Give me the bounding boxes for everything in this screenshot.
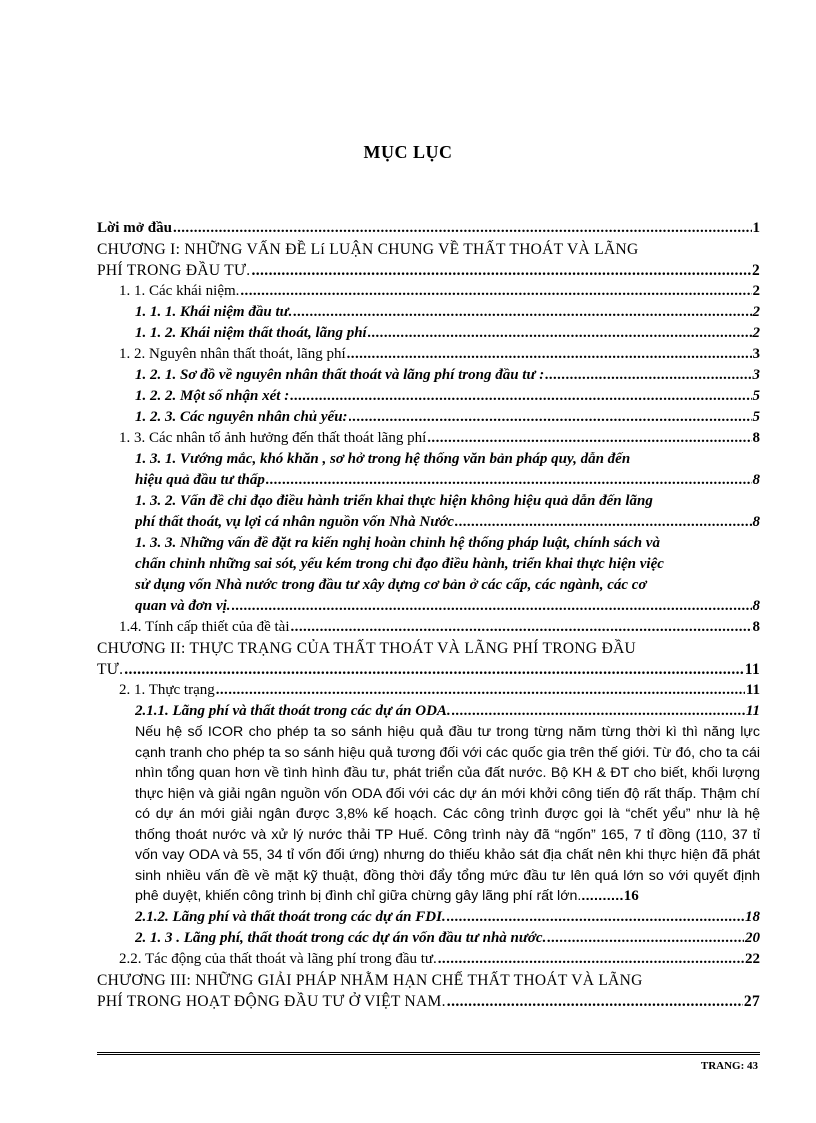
toc-entry-1-3-3[interactable] [97,533,760,617]
toc-page-number: 8 [752,619,760,635]
toc-entry-text: 1. 2. 2. Một số nhận xét : [135,388,290,404]
toc-entry-text: 1. 3. 2. Vấn đề chỉ đạo điều hành triển khai thực hiện không hiệu quả dẫn đến lãng [135,493,653,509]
toc-page-number: 18 [745,908,760,925]
toc-entry-text: 2.1.1. Lãng phí và thất thoát trong các dự án ODA. [135,703,451,719]
toc-entry-text: TƯ. [97,661,124,678]
toc-page-number: 8 [752,472,760,488]
toc-paragraph-oda[interactable]: Nếu hệ số ICOR cho phép ta so sánh hiệu quả đầu tư trong từng năm từng thời kì thì năng lực cạnh tranh cho phép ta so sánh hiệu quả tương đối với các quốc gia trên thế giới. Từ đó, cho ta cái nhìn tổng quan hơn về tình hình đầu tư, phát triển của đất nước. Bộ KH & ĐT cho biết, khối lượng thực hiện và giải ngân nguồn vốn ODA đối với các dự án mới khởi công tiến độ rất thấp. Thậm chí có dự án mới giải ngân được 3,8% kế hoạch. Các công trình được gọi là “chết yểu” như là hệ thống thoát nước và xử lý nước thải TP Huế. Công trình này đã “ngốn” 165, 7 tỉ đồng (110, 37 tỉ vốn vay ODA và 55, 34 tỉ vốn đối ứng) nhưng do thiếu khảo sát địa chất nên khi thực hiện đã phát sinh nhiều vấn đề về mặt kỹ thuật, đồng thời đẩy tổng mức đầu tư lên quá lớn so với quyết định phê duyệt, khiến công trình bị đình chỉ giữa chừng gây lãng phí rất lớn...........16 [135,724,760,904]
toc-entry-text: quan và đơn vị. [135,598,231,614]
toc-page-number: 1 [752,220,760,236]
toc-entry-text: 1.4. Tính cấp thiết của đề tài [119,619,290,635]
toc-entry-text: hiệu quả đầu tư thấp [135,472,265,488]
toc-entry-chapter-3[interactable] [97,970,760,1012]
toc-entry-2-2[interactable] [97,949,760,970]
toc-entry-text: 2.1.2. Lãng phí và thất thoát trong các dự án FDI. [135,908,446,925]
toc-entry-text: phí thất thoát, vụ lợi cá nhân nguồn vốn Nhà Nước [135,514,454,530]
toc-entry-text: 1. 2. 3. Các nguyên nhân chủ yếu: [135,409,348,425]
toc-entry-1-2-3[interactable] [97,407,760,428]
toc-entry-1-1[interactable] [97,281,760,302]
table-of-contents [97,218,760,1012]
toc-page-number: 16 [623,888,639,904]
toc-page-number: 8 [752,598,760,614]
toc-entry-text: 2.2. Tác động của thất thoát và lãng phí trong đầu tư. [119,950,437,967]
toc-entry-2-1-1[interactable] [97,701,760,722]
toc-entry-chapter-2[interactable] [97,638,760,680]
toc-entry-text: 1. 3. 1. Vướng mắc, khó khăn , sơ hở trong hệ thống văn bản pháp quy, dẫn đến [135,451,631,467]
toc-entry-text: Lời mở đầu [97,220,172,236]
toc-entry-text: 1. 2. Nguyên nhân thất thoát, lãng phí [119,346,346,362]
toc-entry-text: CHƯƠNG II: THỰC TRẠNG CỦA THẤT THOÁT VÀ LÃNG PHÍ TRONG ĐẦU [97,640,637,657]
toc-page-number: 5 [752,388,760,404]
toc-page-number: 27 [743,992,760,1010]
toc-page-number: 20 [745,929,760,946]
footer-divider [97,1052,760,1055]
toc-entry-1-3[interactable] [97,428,760,449]
toc-page-number: 11 [745,703,760,719]
toc-entry-text: 1. 2. 1. Sơ đồ về nguyên nhân thất thoát và lãng phí trong đầu tư : [135,367,545,383]
toc-page-number: 2 [751,262,760,279]
toc-entry-text: 1. 3. 3. Những vấn đề đặt ra kiến nghị hoàn chỉnh hệ thống pháp luật, chính sách và [135,535,660,551]
toc-entry-1-4[interactable] [97,617,760,638]
toc-page-number: 8 [752,430,760,446]
toc-entry-1-3-2[interactable] [97,491,760,533]
page-title: MỤC LỤC [363,142,453,162]
toc-entry-2-1-3[interactable] [97,928,760,949]
toc-entry-1-2-2[interactable] [97,386,760,407]
toc-entry-text: PHÍ TRONG HOẠT ĐỘNG ĐẦU TƯ Ở VIỆT NAM. [97,992,446,1010]
toc-page-number: 11 [745,682,760,698]
toc-page-number: 2 [752,304,760,320]
toc-entry-1-1-1[interactable] [97,302,760,323]
toc-page-number: 22 [745,950,760,967]
toc-entry-text: 2. 1. Thực trạng [119,682,215,698]
toc-page-number: 5 [752,409,760,425]
toc-entry-1-1-2[interactable] [97,323,760,344]
toc-page-number: 8 [752,514,760,530]
toc-entry-2-1-2[interactable] [97,907,760,928]
toc-entry-1-2-1[interactable] [97,365,760,386]
toc-page-number: 2 [752,283,760,299]
toc-entry-text: chấn chỉnh những sai sót, yếu kém trong chỉ đạo điều hành, triển khai thực hiện việc [135,556,664,572]
toc-entry-intro[interactable] [97,218,760,239]
toc-entry-text: 2. 1. 3 . Lãng phí, thất thoát trong các dự án vốn đầu tư nhà nước. [135,929,547,946]
toc-entry-text: 1. 1. 1. Khái niệm đầu tư. [135,304,293,320]
toc-entry-text: PHÍ TRONG ĐẦU TƯ. [97,262,251,279]
toc-entry-1-3-1[interactable] [97,449,760,491]
toc-page-number: 3 [752,367,760,383]
toc-entry-text: CHƯƠNG I: NHỮNG VẤN ĐỀ Lí LUẬN CHUNG VỀ THẤT THOÁT VÀ LÃNG [97,241,639,258]
toc-entry-text: 1. 3. Các nhân tố ảnh hưởng đến thất thoát lãng phí [119,430,427,446]
toc-page-number: 2 [752,325,760,341]
toc-entry-text: CHƯƠNG III: NHỮNG GIẢI PHÁP NHẰM HẠN CHẾ THẤT THOÁT VÀ LÃNG [97,971,643,989]
toc-entry-chapter-1[interactable] [97,239,760,281]
page-footer: TRANG: 43 [700,1060,758,1072]
toc-entry-text: sử dụng vốn Nhà nước trong đầu tư xây dựng cơ bản ở các cấp, các ngành, các cơ [135,577,647,593]
toc-entry-2-1[interactable] [97,680,760,701]
toc-entry-1-2[interactable] [97,344,760,365]
toc-entry-text: 1. 1. Các khái niệm. [119,283,240,299]
toc-entry-text: 1. 1. 2. Khái niệm thất thoát, lãng phí [135,325,367,341]
toc-page-number: 11 [744,661,760,678]
toc-paragraph-text: Nếu hệ số ICOR cho phép ta so sánh hiệu quả đầu tư trong từng năm từng thời kì thì năng lực cạnh tranh cho phép ta so sánh hiệu quả tương đối với các quốc gia trên thế giới. Từ đó, cho ta cái nhìn tổng quan hơn về tình hình đầu tư, phát triển của đất nước. Bộ KH & ĐT cho biết, khối lượng thực hiện và giải ngân nguồn vốn ODA đối với các dự án mới khởi công tiến độ rất thấp. Thậm chí có dự án mới giải ngân được 3,8% kế hoạch. Các công trình được gọi là “chết yểu” như là hệ thống thoát nước và xử lý nước thải TP Huế. Công trình này đã “ngốn” 165, 7 tỉ đồng (110, 37 tỉ vốn vay ODA và 55, 34 tỉ vốn đối ứng) nhưng do thiếu khảo sát địa chất nên khi thực hiện đã phát sinh nhiều vấn đề về mặt kỹ thuật, đồng thời đẩy tổng mức đầu tư lên quá lớn so với quyết định phê duyệt, khiến công trình bị đình chỉ giữa chừng gây lãng phí rất lớn. [135,724,760,904]
toc-page-number: 3 [752,346,760,362]
